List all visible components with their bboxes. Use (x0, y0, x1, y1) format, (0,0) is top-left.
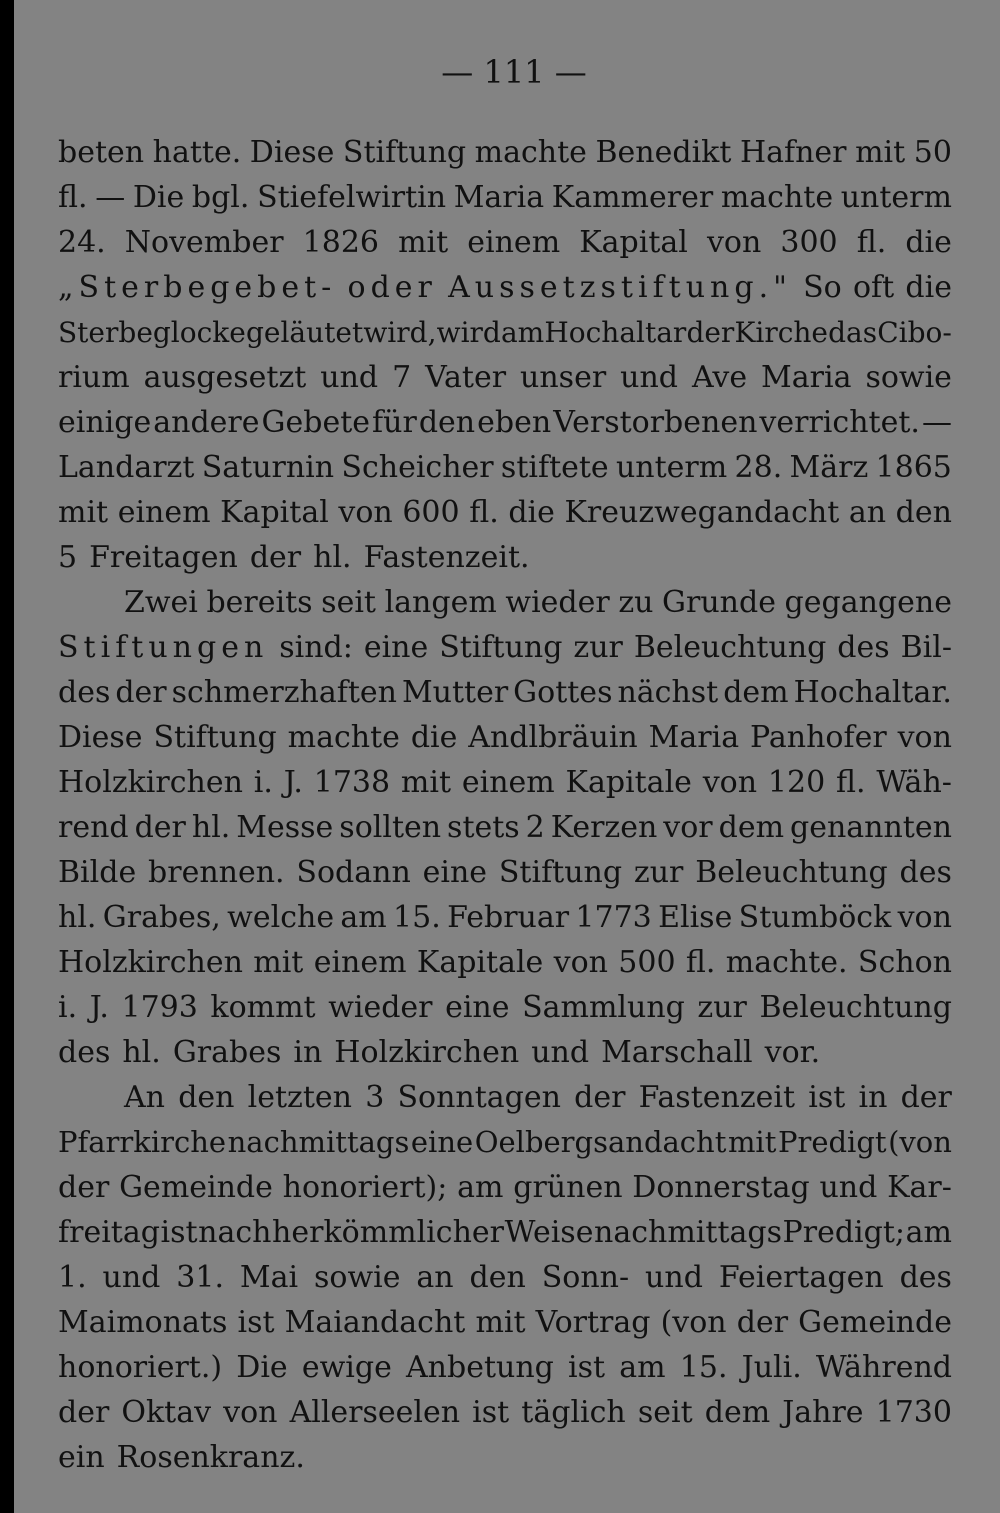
text-line (58, 670, 952, 715)
word: Predigt; (782, 1215, 905, 1250)
word: dem (718, 810, 785, 845)
word: die (508, 495, 555, 530)
word: (von (660, 1305, 727, 1340)
word: 24. (58, 225, 106, 260)
word: und (320, 360, 379, 395)
text-line (58, 445, 952, 490)
word: und (102, 1260, 161, 1295)
word: hatte. (152, 135, 242, 170)
word: Fastenzeit (638, 1080, 796, 1115)
word: Gemeinde (119, 1170, 273, 1205)
text-line (58, 265, 952, 310)
word: 500 (618, 945, 676, 980)
word: seit (321, 585, 376, 620)
word: honoriert.) (58, 1350, 223, 1385)
word: 1826 (302, 225, 379, 260)
word: vor (663, 810, 713, 845)
word: Freitagen (89, 540, 238, 575)
word: Allerseelen (289, 1395, 461, 1430)
word: Sterbeglocke (58, 316, 246, 349)
text-line (58, 715, 952, 760)
text-line (58, 985, 952, 1030)
word: Holzkirchen (58, 945, 243, 980)
word: nach (198, 1215, 272, 1250)
word: Sonn- (541, 1260, 630, 1295)
word: Vater (425, 360, 507, 395)
word: „Sterbegebet- (58, 270, 337, 305)
word: Scheicher (341, 450, 494, 485)
text-line (58, 850, 952, 895)
word: den (469, 1260, 526, 1295)
word: unterm (840, 180, 952, 215)
text-line (58, 1435, 952, 1480)
word: Kar- (887, 1170, 952, 1205)
word: nächst (617, 675, 719, 710)
word: am (500, 316, 545, 349)
word: in (858, 1080, 888, 1115)
word: rend (58, 810, 129, 845)
word: Weise (504, 1215, 594, 1250)
word: bereits (206, 585, 313, 620)
word: Beleuchtung (695, 855, 888, 890)
word: den (178, 1080, 235, 1115)
word: Zwei (124, 585, 198, 620)
word: Grabes (172, 1035, 282, 1070)
word: machte (474, 135, 587, 170)
word: herkömmlicher (272, 1215, 504, 1250)
word: Donnerstag (632, 1170, 810, 1205)
word: letzten (247, 1080, 352, 1115)
text-line (58, 1030, 952, 1075)
word: mit (400, 765, 452, 800)
word: des (58, 675, 111, 710)
word: nachmittags (227, 1125, 410, 1159)
word: gegangene (784, 585, 952, 620)
text-line (58, 625, 952, 670)
word: von (897, 720, 952, 755)
word: hl. (191, 810, 231, 845)
text-line (58, 1255, 952, 1300)
word: ist (237, 1305, 275, 1340)
word: 31. (176, 1260, 225, 1295)
word: von (553, 945, 608, 980)
text-line (58, 400, 952, 445)
word: beten (58, 135, 145, 170)
word: von (706, 225, 762, 260)
word: Oktav (121, 1395, 212, 1430)
word: Maria (453, 180, 545, 215)
word: einige (58, 405, 152, 440)
word: 7 (392, 360, 412, 395)
word: andere (153, 405, 260, 440)
word: am (457, 1170, 504, 1205)
word: Marschall (601, 1035, 753, 1070)
word: Maimonats (58, 1305, 228, 1340)
word: verrichtet. (759, 405, 920, 440)
word: zur (633, 855, 684, 890)
word: Kapital (220, 495, 329, 530)
word: geläutet (245, 316, 364, 349)
word: einem (461, 765, 555, 800)
word: von (702, 765, 758, 800)
word: fl. (685, 945, 716, 980)
word: Predigt (777, 1125, 887, 1159)
word: — (95, 180, 126, 215)
word: Beleuchtung (633, 630, 827, 665)
word: hl. (122, 1035, 161, 1070)
word: machte (720, 180, 834, 215)
word: Holzkirchen (58, 765, 243, 800)
word: 1738 (313, 765, 391, 800)
word: mit (58, 495, 109, 530)
word: sind: (279, 630, 353, 665)
word: 120 (767, 765, 826, 800)
word: fl. (469, 495, 499, 530)
word: des (899, 1260, 952, 1295)
word: Cibo- (877, 316, 952, 349)
word: der (574, 1080, 626, 1115)
word: Schon (857, 945, 952, 980)
word: für (372, 405, 417, 440)
word: Diese (58, 720, 143, 755)
word: Anbetung (406, 1350, 554, 1385)
word: Maria (648, 720, 740, 755)
word: Beleuchtung (759, 990, 952, 1025)
word: 15. (679, 1350, 728, 1385)
word: Sammlung (522, 990, 685, 1025)
word: wieder (328, 990, 433, 1025)
word: zur (573, 630, 623, 665)
word: oft (852, 270, 895, 305)
word: der (115, 675, 167, 710)
word: 1773 (575, 900, 652, 935)
text-line (58, 220, 952, 265)
word: Bilde (58, 855, 137, 890)
word: J. (89, 990, 109, 1025)
word: Kapitale (416, 945, 544, 980)
word: und (819, 1170, 878, 1205)
word: 3 (365, 1080, 385, 1115)
word: und (645, 1260, 703, 1295)
word: Vortrag (535, 1305, 651, 1340)
page-number: — 111 — (441, 53, 587, 91)
word: unterm (615, 450, 728, 485)
word: seit (637, 1395, 693, 1430)
word: der (686, 316, 735, 349)
word: hl. (313, 540, 352, 575)
word: am (905, 1215, 952, 1250)
word: Jahre (782, 1395, 864, 1430)
word: den (418, 405, 476, 440)
text-line (58, 490, 952, 535)
word: unser (520, 360, 607, 395)
word: an (848, 495, 887, 530)
word: langem (384, 585, 497, 620)
word: zu (618, 585, 654, 620)
word: Stiftung (439, 630, 563, 665)
word: 1865 (875, 450, 952, 485)
word: mit (475, 1305, 526, 1340)
word: Maria (761, 360, 852, 395)
word: ist (808, 1080, 846, 1115)
word: So (803, 270, 842, 305)
word: eine (410, 1125, 474, 1159)
text-line (58, 1300, 952, 1345)
word: Sodann (296, 855, 411, 890)
word: stets (447, 810, 520, 845)
word: vor. (764, 1035, 821, 1070)
word: 50 (913, 135, 952, 170)
word: Stiftungen (58, 630, 269, 665)
word: des (837, 630, 890, 665)
word: einem (467, 225, 561, 260)
word: (von (888, 1125, 952, 1159)
word: eine (422, 855, 488, 890)
word: machte (287, 720, 400, 755)
word: an (416, 1260, 454, 1295)
word: Hafner (739, 135, 847, 170)
word: Stiefelwirtin (257, 180, 447, 215)
word: der (134, 810, 186, 845)
word: von (897, 900, 952, 935)
word: Februar (447, 900, 570, 935)
word: Benedikt (595, 135, 732, 170)
word: Diese (249, 135, 335, 170)
word: Stiftung (342, 135, 467, 170)
word: nachmittags (594, 1215, 782, 1250)
word: ist (472, 1395, 510, 1430)
word: und (531, 1035, 590, 1070)
word: Bil- (900, 630, 952, 665)
word: Andlbräuin (468, 720, 638, 755)
word: des (58, 1035, 111, 1070)
word: täglich (521, 1395, 626, 1430)
word: Rosenkranz. (116, 1440, 305, 1475)
word: der (58, 1395, 110, 1430)
word: i. (253, 765, 273, 800)
word: zur (697, 990, 747, 1025)
word: das (828, 316, 878, 349)
word: Kerzen (550, 810, 658, 845)
word: machte. (725, 945, 848, 980)
word: dem (704, 1395, 771, 1430)
word: Gottes (513, 675, 613, 710)
word: Mutter (401, 675, 509, 710)
word: i. (58, 990, 78, 1025)
word: hl. (58, 900, 97, 935)
word: ein (58, 1440, 105, 1475)
word: Die (132, 180, 185, 215)
word: mit (727, 1125, 777, 1159)
word: den (895, 495, 952, 530)
text-line (58, 535, 952, 580)
word: rium (58, 360, 130, 395)
text-line (58, 1165, 952, 1210)
word: Landarzt (58, 450, 195, 485)
word: die (905, 270, 952, 305)
word: Die (236, 1350, 288, 1385)
word: Gebete (261, 405, 371, 440)
word: brennen. (148, 855, 285, 890)
word: Holzkirchen (334, 1035, 520, 1070)
text-line (58, 1345, 952, 1390)
word: des (899, 855, 952, 890)
word: Verstorbenen (553, 405, 758, 440)
word: eine (445, 990, 510, 1025)
word: Juli. (741, 1350, 802, 1385)
word: Kapitale (565, 765, 692, 800)
word: 1. (58, 1260, 87, 1295)
word: Gemeinde (798, 1305, 952, 1340)
word: Sonntagen (397, 1080, 561, 1115)
word: die (410, 720, 458, 755)
word: der (900, 1080, 952, 1115)
word: ist (568, 1350, 606, 1385)
word: von (223, 1395, 278, 1430)
word: Elise (658, 900, 733, 935)
word: sowie (865, 360, 952, 395)
word: einem (313, 945, 407, 980)
word: Maiandacht (284, 1305, 466, 1340)
text-line (58, 130, 952, 175)
word: am (619, 1350, 666, 1385)
body-text (58, 130, 952, 1480)
word: 1793 (121, 990, 198, 1025)
word: Wäh- (876, 765, 952, 800)
word: sowie (314, 1260, 401, 1295)
word: Hochaltar. (793, 675, 952, 710)
word: honoriert); (282, 1170, 448, 1205)
word: ausgesetzt (143, 360, 307, 395)
word: die (905, 225, 952, 260)
word: Messe (236, 810, 334, 845)
word: J. (283, 765, 303, 800)
word: 5 (58, 540, 78, 575)
word: eine (363, 630, 429, 665)
word: 2 (525, 810, 545, 845)
word: mit (253, 945, 304, 980)
text-line (58, 760, 952, 805)
word: Grunde (662, 585, 776, 620)
word: Stiftung (153, 720, 277, 755)
text-line (58, 310, 952, 355)
word: 300 (780, 225, 838, 260)
word: welche (227, 900, 335, 935)
text-line (58, 580, 952, 625)
word: bgl. (191, 180, 250, 215)
word: Kammerer (551, 180, 714, 215)
word: November (124, 225, 284, 260)
word: oder (347, 270, 437, 305)
word: wird (436, 316, 501, 349)
text-line (58, 895, 952, 940)
word: 1730 (875, 1395, 952, 1430)
word: eben (477, 405, 552, 440)
word: Grabes, (102, 900, 221, 935)
word: der (736, 1305, 789, 1340)
word: 15. (393, 900, 441, 935)
text-line (58, 1390, 952, 1435)
word: Aussetzstiftung." (448, 270, 792, 305)
word: Stiftung (498, 855, 623, 890)
word: ewige (301, 1350, 392, 1385)
word: ist (160, 1215, 198, 1250)
word: fl. (58, 180, 88, 215)
word: Kreuzwegandacht (564, 495, 840, 530)
word: und (620, 360, 678, 395)
word: fl. (835, 765, 866, 800)
word: Während (815, 1350, 952, 1385)
word: Kirche (734, 316, 828, 349)
word: Oelbergsandacht (474, 1125, 727, 1159)
word: Fastenzeit. (363, 540, 530, 575)
word: stiftete (500, 450, 609, 485)
word: der (58, 1170, 110, 1205)
word: fl. (856, 225, 887, 260)
word: schmerzhaften (171, 675, 397, 710)
word: wieder (505, 585, 610, 620)
word: Stumböck (738, 900, 892, 935)
word: Feiertagen (718, 1260, 884, 1295)
word: — (921, 405, 952, 440)
word: wird, (363, 316, 437, 349)
word: genannten (790, 810, 952, 845)
text-line (58, 940, 952, 985)
word: freitag (58, 1215, 160, 1250)
word: sollten (339, 810, 442, 845)
word: am (340, 900, 387, 935)
word: kommt (210, 990, 316, 1025)
word: 600 (402, 495, 460, 530)
word: Hochaltar (544, 316, 687, 349)
word: mit (398, 225, 449, 260)
word: der (249, 540, 302, 575)
word: Pfarrkirche (58, 1125, 227, 1159)
word: grünen (513, 1170, 623, 1205)
word: dem (723, 675, 789, 710)
text-line (58, 175, 952, 220)
text-line (58, 1210, 952, 1255)
word: Mai (239, 1260, 299, 1295)
word: Ave (691, 360, 748, 395)
word: Panhofer (750, 720, 887, 755)
word: von (338, 495, 393, 530)
text-line (58, 1075, 952, 1120)
word: 28. (734, 450, 783, 485)
text-line (58, 355, 952, 400)
word: mit (855, 135, 906, 170)
word: in (293, 1035, 323, 1070)
word: Saturnin (201, 450, 335, 485)
word: An (124, 1080, 165, 1115)
word: einem (117, 495, 211, 530)
text-line (58, 1120, 952, 1165)
text-line (58, 805, 952, 850)
word: Kapital (579, 225, 688, 260)
word: März (789, 450, 869, 485)
